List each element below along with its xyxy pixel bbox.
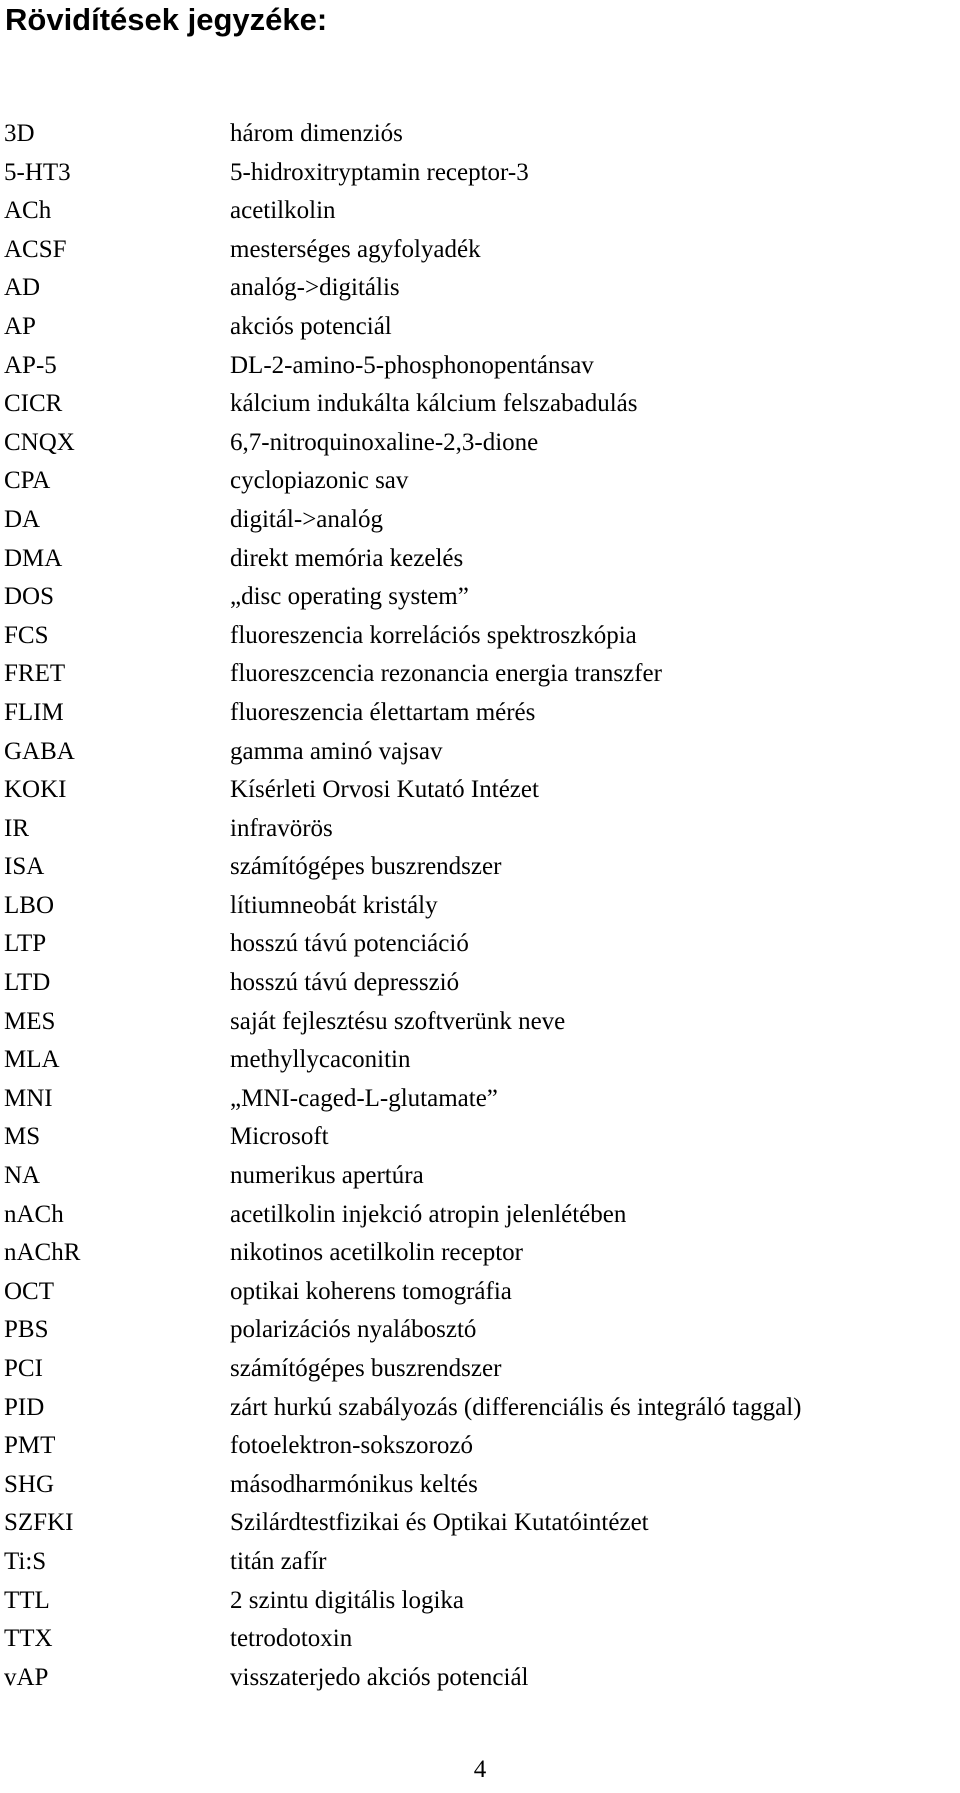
abbreviation-row	[4, 544, 956, 583]
abbreviation-definition: numerikus apertúra	[230, 1162, 424, 1190]
abbreviation-definition: hosszú távú depresszió	[230, 969, 460, 997]
abbreviation-definition: acetilkolin injekció atropin jelenlétében	[230, 1200, 627, 1228]
abbreviation-row	[4, 119, 956, 158]
abbreviation-row	[4, 929, 956, 968]
abbreviation-term: CPA	[4, 467, 51, 495]
abbreviation-list	[4, 119, 956, 1701]
abbreviation-definition: direkt memória kezelés	[230, 544, 464, 572]
abbreviation-term: ACh	[4, 197, 52, 225]
abbreviation-term: Ti:S	[4, 1547, 47, 1575]
abbreviation-term: CNQX	[4, 428, 75, 456]
abbreviation-row	[4, 1238, 956, 1277]
abbreviation-definition: 5-hidroxitryptamin receptor-3	[230, 158, 529, 186]
abbreviation-term: TTL	[4, 1586, 50, 1614]
abbreviation-definition: visszaterjedo akciós potenciál	[230, 1663, 529, 1691]
abbreviation-row	[4, 1586, 956, 1625]
abbreviation-definition: analóg->digitális	[230, 274, 400, 302]
abbreviation-definition: titán zafír	[230, 1547, 327, 1575]
abbreviation-term: MES	[4, 1007, 56, 1035]
abbreviation-row	[4, 968, 956, 1007]
page-number: 4	[473, 1756, 487, 1783]
abbreviation-term: GABA	[4, 737, 75, 765]
abbreviation-definition: fotoelektron-sokszorozó	[230, 1432, 473, 1460]
abbreviation-definition: kálcium indukálta kálcium felszabadulás	[230, 390, 638, 418]
abbreviation-term: FLIM	[4, 698, 64, 726]
abbreviation-definition: nikotinos acetilkolin receptor	[230, 1239, 523, 1267]
abbreviation-term: NA	[4, 1162, 41, 1190]
abbreviation-row	[4, 1624, 956, 1663]
abbreviation-definition: három dimenziós	[230, 120, 403, 147]
abbreviation-definition: akciós potenciál	[230, 312, 392, 340]
abbreviation-row	[4, 1161, 956, 1200]
abbreviation-term: AP	[4, 312, 36, 340]
abbreviation-definition: optikai koherens tomográfia	[230, 1277, 512, 1305]
abbreviation-row	[4, 1315, 956, 1354]
abbreviation-term: MNI	[4, 1084, 53, 1112]
abbreviation-definition: acetilkolin	[230, 197, 336, 225]
abbreviation-definition: mesterséges agyfolyadék	[230, 235, 481, 263]
abbreviation-definition: „MNI-caged-L-glutamate”	[230, 1084, 498, 1112]
abbreviation-row	[4, 428, 956, 467]
abbreviation-row	[4, 273, 956, 312]
abbreviation-definition: saját fejlesztésu szoftverünk neve	[230, 1007, 566, 1035]
abbreviation-definition: hosszú távú potenciáció	[230, 930, 469, 958]
abbreviation-row	[4, 1354, 956, 1393]
abbreviation-term: SHG	[4, 1470, 55, 1498]
abbreviation-term: AP-5	[4, 351, 57, 379]
abbreviation-term: OCT	[4, 1277, 54, 1305]
abbreviation-term: SZFKI	[4, 1509, 74, 1537]
abbreviation-row	[4, 196, 956, 235]
abbreviation-row	[4, 466, 956, 505]
abbreviation-term: MLA	[4, 1046, 60, 1074]
abbreviation-term: PMT	[4, 1432, 56, 1460]
abbreviation-row	[4, 659, 956, 698]
abbreviation-definition: gamma aminó vajsav	[230, 737, 443, 765]
abbreviation-definition: lítiumneobát kristály	[230, 891, 438, 919]
abbreviation-term: PBS	[4, 1316, 49, 1344]
abbreviation-row	[4, 505, 956, 544]
abbreviation-row	[4, 1084, 956, 1123]
abbreviation-row	[4, 621, 956, 660]
abbreviation-term: DA	[4, 505, 41, 533]
abbreviation-term: LBO	[4, 891, 54, 919]
abbreviation-definition: polarizációs nyalábosztó	[230, 1316, 477, 1344]
abbreviation-definition: DL-2-amino-5-phosphonopentánsav	[230, 351, 594, 379]
abbreviation-row	[4, 582, 956, 621]
abbreviation-definition: methyllycaconitin	[230, 1046, 411, 1074]
abbreviation-row	[4, 1431, 956, 1470]
abbreviation-term: PID	[4, 1393, 45, 1421]
abbreviation-term: 5-HT3	[4, 158, 71, 186]
abbreviation-definition: 2 szintu digitális logika	[230, 1586, 465, 1614]
abbreviation-definition: másodharmónikus keltés	[230, 1470, 478, 1498]
abbreviation-definition: fluoreszencia korrelációs spektroszkópia	[230, 621, 637, 649]
abbreviation-definition: Microsoft	[230, 1123, 329, 1151]
abbreviation-term: KOKI	[4, 776, 67, 804]
abbreviation-row	[4, 698, 956, 737]
abbreviation-row	[4, 1393, 956, 1432]
abbreviation-row	[4, 1045, 956, 1084]
abbreviation-row	[4, 351, 956, 390]
abbreviation-term: nACh	[4, 1200, 64, 1228]
abbreviation-term: LTD	[4, 969, 51, 997]
abbreviation-definition: infravörös	[230, 814, 333, 842]
abbreviation-row	[4, 1122, 956, 1161]
abbreviation-row	[4, 1470, 956, 1509]
abbreviation-term: vAP	[4, 1663, 49, 1691]
abbreviation-row	[4, 891, 956, 930]
abbreviation-definition: „disc operating system”	[230, 583, 469, 611]
abbreviation-term: FCS	[4, 621, 49, 649]
abbreviation-row	[4, 814, 956, 853]
abbreviation-row	[4, 158, 956, 197]
abbreviation-definition: tetrodotoxin	[230, 1625, 353, 1653]
abbreviation-definition: fluoreszencia élettartam mérés	[230, 698, 536, 726]
abbreviation-row	[4, 312, 956, 351]
abbreviation-definition: Kísérleti Orvosi Kutató Intézet	[230, 776, 539, 804]
abbreviation-term: LTP	[4, 930, 47, 958]
abbreviation-term: AD	[4, 274, 41, 302]
abbreviation-term: TTX	[4, 1625, 53, 1653]
abbreviation-definition: digitál->analóg	[230, 505, 383, 533]
abbreviation-term: MS	[4, 1123, 41, 1151]
abbreviation-row	[4, 1663, 956, 1702]
abbreviation-term: CICR	[4, 390, 63, 418]
abbreviation-definition: 6,7-nitroquinoxaline-2,3-dione	[230, 428, 539, 456]
abbreviation-row	[4, 775, 956, 814]
abbreviation-term: ISA	[4, 853, 45, 881]
abbreviation-row	[4, 389, 956, 428]
abbreviation-definition: fluoreszcencia rezonancia energia transzfer	[230, 660, 662, 688]
abbreviation-row	[4, 737, 956, 776]
abbreviation-definition: számítógépes buszrendszer	[230, 853, 502, 881]
abbreviation-row	[4, 1007, 956, 1046]
abbreviation-term: ACSF	[4, 235, 67, 263]
abbreviation-definition: Szilárdtestfizikai és Optikai Kutatóintézet	[230, 1509, 649, 1537]
abbreviation-definition: számítógépes buszrendszer	[230, 1355, 502, 1382]
abbreviation-term: DMA	[4, 544, 63, 572]
abbreviation-term: DOS	[4, 583, 55, 611]
abbreviation-term: PCI	[4, 1355, 43, 1382]
abbreviation-term: 3D	[4, 120, 35, 147]
page-title: Rövidítések jegyzéke:	[5, 2, 328, 37]
abbreviation-row	[4, 1200, 956, 1239]
abbreviation-row	[4, 1508, 956, 1547]
abbreviation-row	[4, 235, 956, 274]
abbreviation-term: FRET	[4, 660, 66, 688]
abbreviation-row	[4, 1547, 956, 1586]
abbreviation-definition: zárt hurkú szabályozás (differenciális és integráló taggal)	[230, 1393, 802, 1421]
abbreviation-row	[4, 1277, 956, 1316]
abbreviation-row	[4, 852, 956, 891]
abbreviation-term: nAChR	[4, 1239, 81, 1267]
abbreviation-term: IR	[4, 814, 29, 842]
abbreviation-definition: cyclopiazonic sav	[230, 467, 409, 495]
